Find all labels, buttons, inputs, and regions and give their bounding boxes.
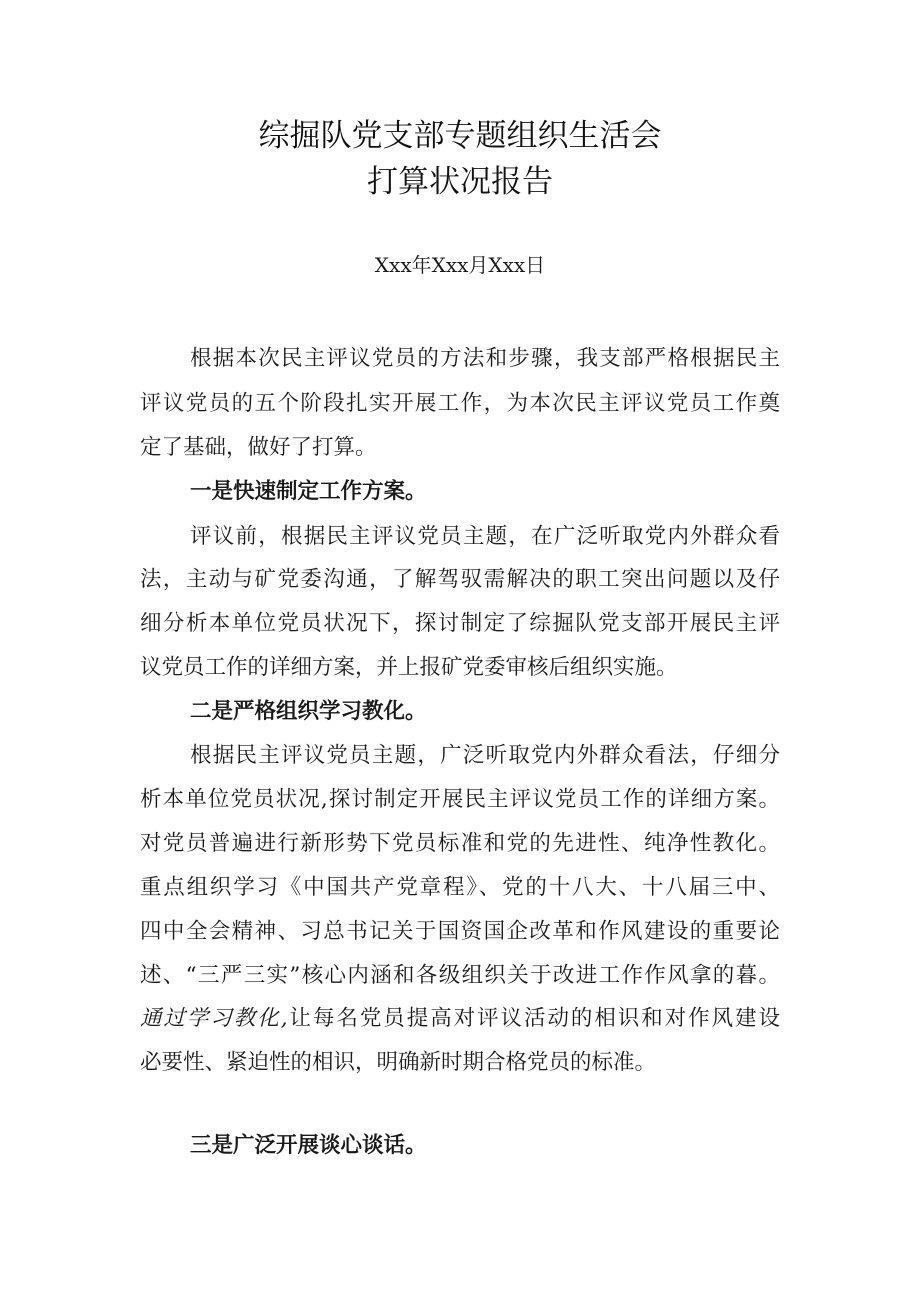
paragraph-1-line-1: 根据本次民主评议党员的方法和步骤，我支部严格根据民主 <box>190 346 780 371</box>
section-heading-2: 二是严格组织学习教化。 <box>190 699 427 724</box>
section-heading-1: 一是快速制定工作方案。 <box>190 479 427 504</box>
paragraph-2-line-4: 议党员工作的详细方案，并上报矿党委审核后组织实施。 <box>140 655 678 680</box>
paragraph-3-line-7 <box>140 1004 780 1034</box>
paragraph-3-line-4: 重点组织学习《中国共产党章程》、党的十八大、十八届三中、 <box>140 875 780 900</box>
document-title-line-1: 综掘队党支部专题组织生活会 <box>258 118 662 154</box>
paragraph-3-line-6: 述、“三严三实”核心内涵和各级组织关于改进工作作风拿的暮。 <box>140 963 780 988</box>
italic-phrase: 通过学习教化, <box>140 1006 288 1031</box>
paragraph-1-line-3: 定了基础，做好了打算。 <box>140 435 377 460</box>
paragraph-2-line-1: 评议前，根据民主评议党员主题，在广泛听取党内外群众看 <box>190 524 780 549</box>
paragraph-3-line-5: 四中全会精神、习总书记关于国资国企改革和作风建设的重要论 <box>140 919 780 944</box>
paragraph-3-line-1: 根据民主评议党员主题，广泛听取党内外群众看法，仔细分 <box>190 743 780 768</box>
document-title-line-2: 打算状况报告 <box>367 164 553 200</box>
document-date: Xxx年Xxx月Xxx日 <box>374 253 546 277</box>
paragraph-3-line-8: 必要性、紧迫性的相识，明确新时期合格党员的标准。 <box>140 1050 657 1075</box>
paragraph-3-line-7-rest: 让每名党员提高对评议活动的相识和对作风建设 <box>287 1006 780 1031</box>
paragraph-3-line-3: 对党员普遍进行新形势下党员标准和党的先进性、纯净性教化。 <box>140 831 780 856</box>
paragraph-2-line-3: 细分析本单位党员状况下，探讨制定了综掘队党支部开展民主评 <box>140 611 780 636</box>
paragraph-3-line-2: 析本单位党员状况,探讨制定开展民主评议党员工作的详细方案。 <box>140 787 780 812</box>
paragraph-1-line-2: 评议党员的五个阶段扎实开展工作，为本次民主评议党员工作奠 <box>140 391 780 416</box>
section-heading-3: 三是广泛开展谈心谈话。 <box>190 1133 427 1158</box>
paragraph-2-line-2: 法，主动与矿党委沟通，了解驾驭需解决的职工突出问题以及仔 <box>140 567 780 592</box>
